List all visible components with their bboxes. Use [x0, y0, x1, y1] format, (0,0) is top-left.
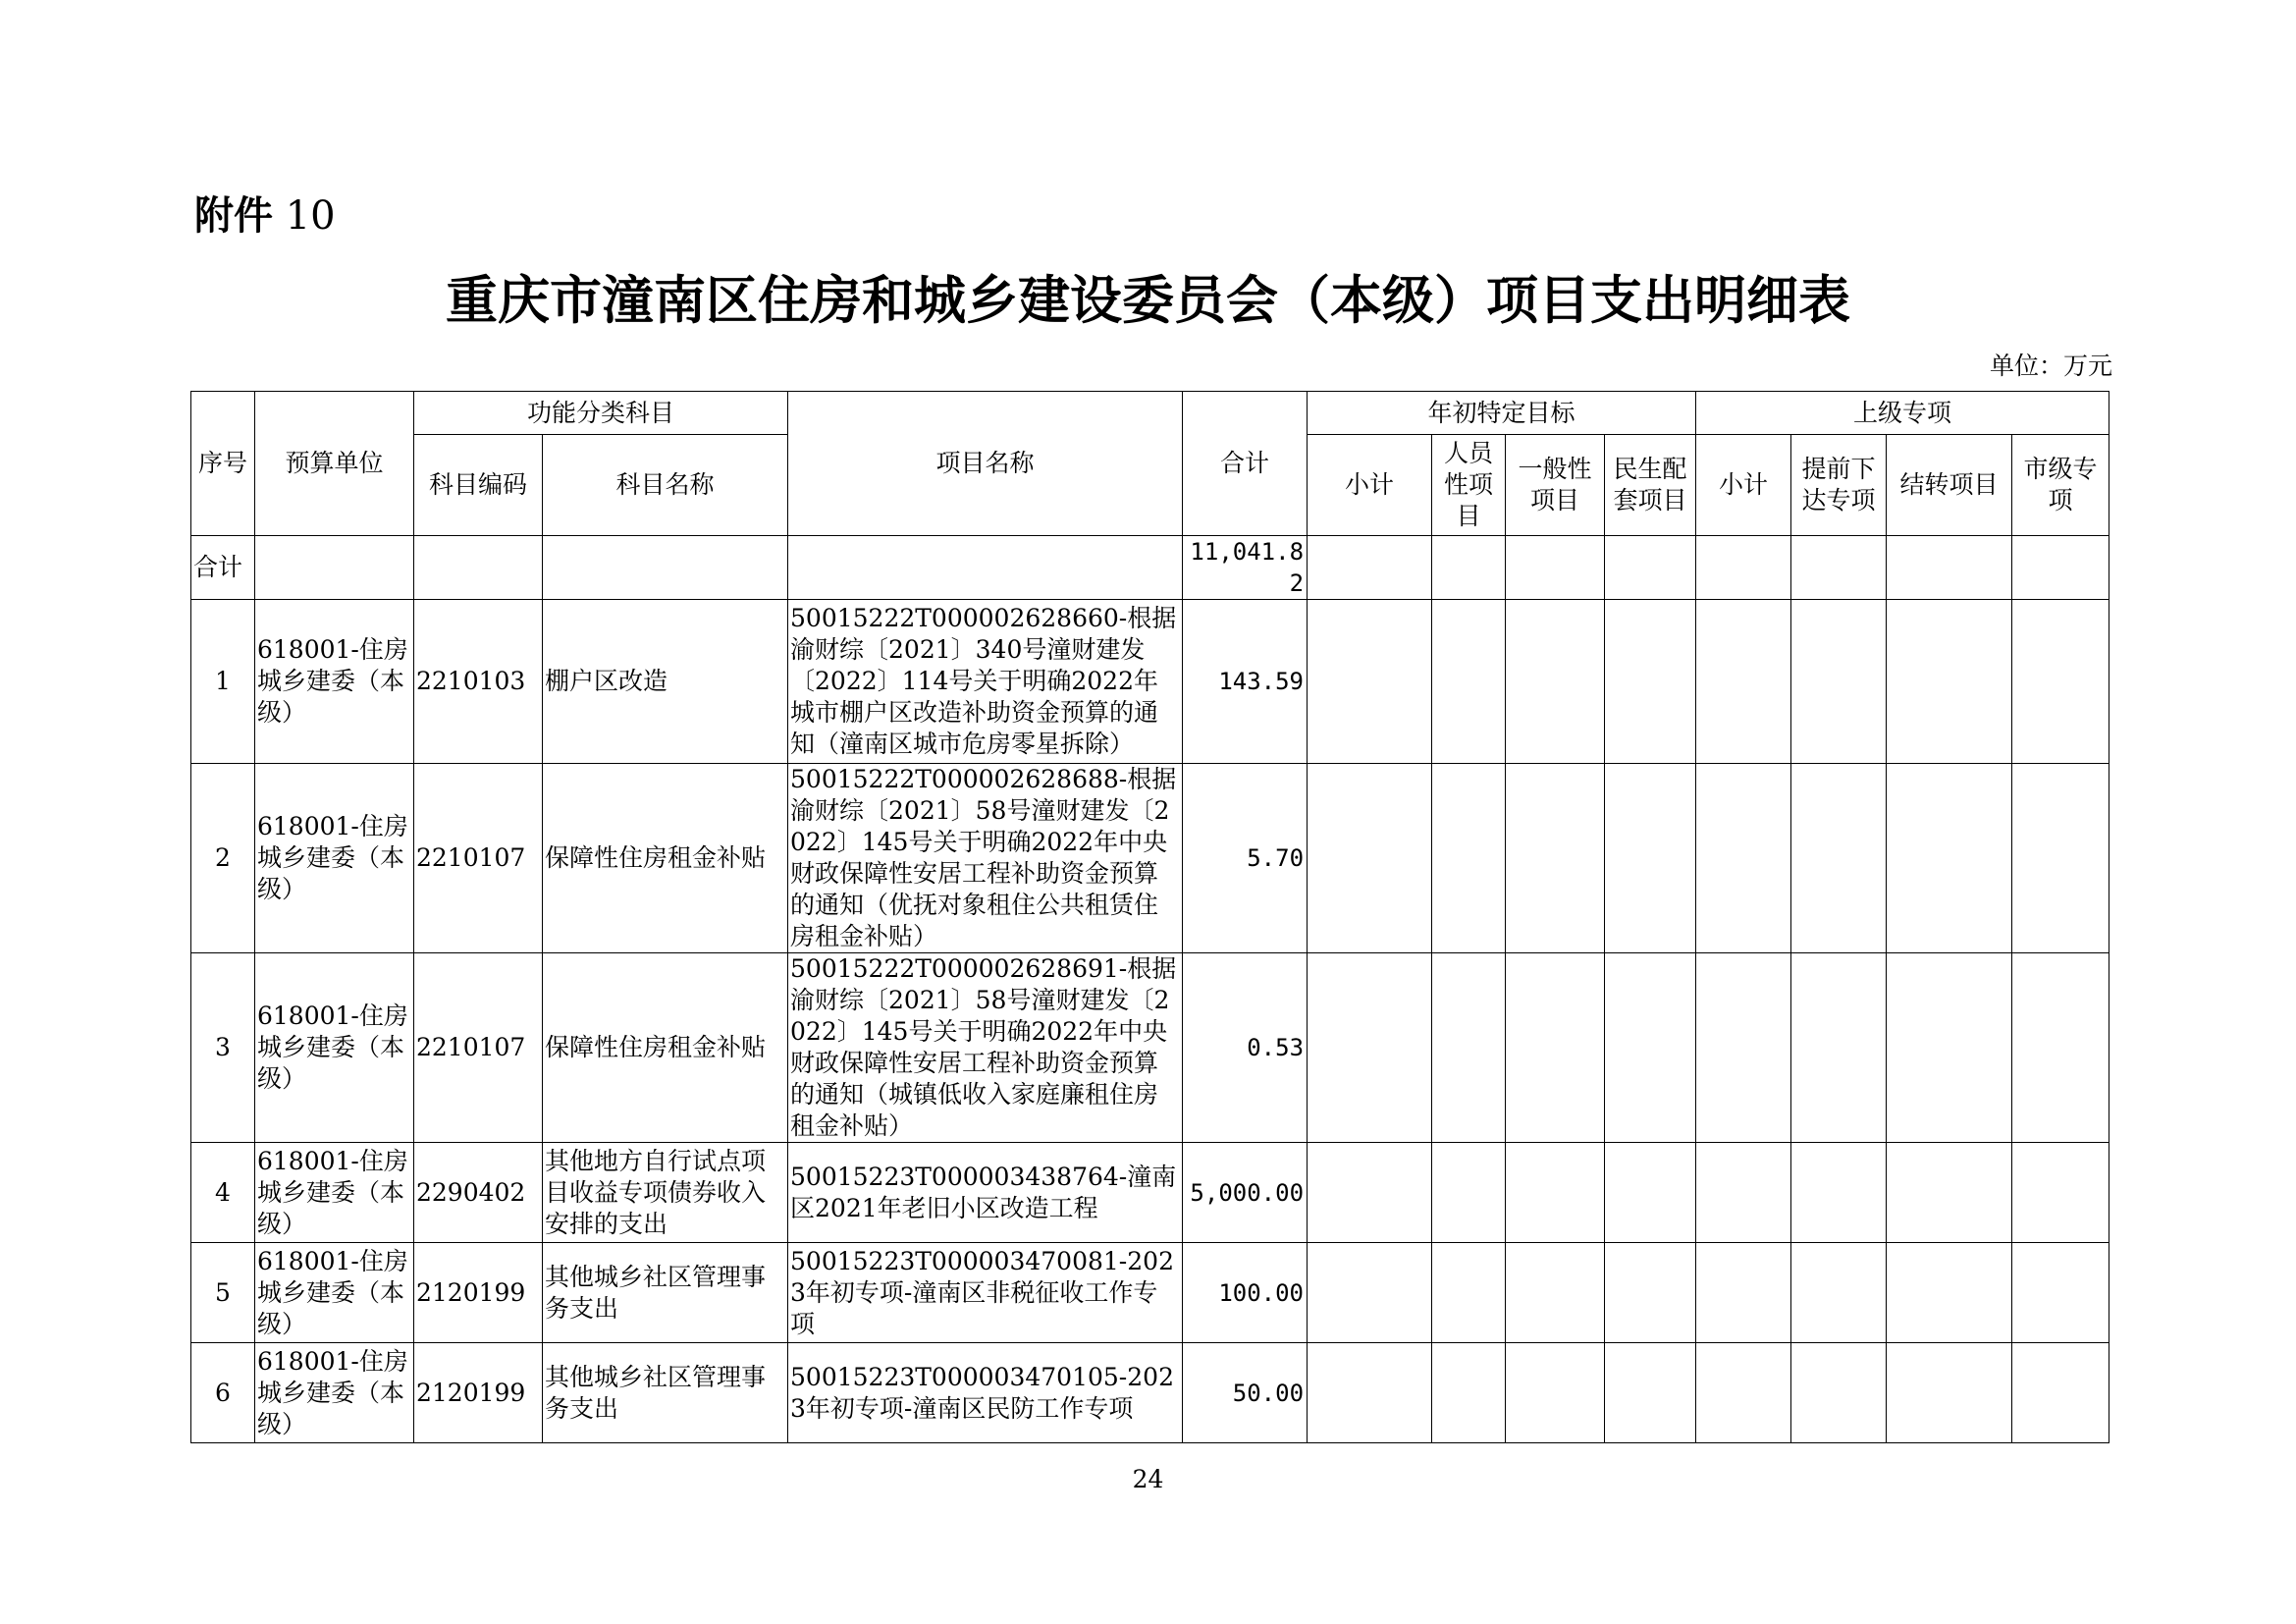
- row-seq: 5: [191, 1243, 255, 1343]
- row-budget-unit: 618001-住房城乡建委（本级）: [255, 953, 414, 1143]
- empty-cell: [1506, 600, 1605, 764]
- empty-cell: [1696, 536, 1791, 600]
- header-year-subtotal: 小计: [1308, 435, 1432, 536]
- empty-cell: [1432, 1143, 1506, 1243]
- empty-cell: [1432, 953, 1506, 1143]
- empty-cell: [1605, 1143, 1696, 1243]
- empty-cell: [1887, 536, 2012, 600]
- row-project-name: 50015222T000002628691-根据渝财综〔2021〕58号潼财建发〔2022〕145号关于明确2022年中央财政保障性安居工程补助资金预算的通知（城镇低收入家庭廉租住房租金补贴）: [788, 953, 1183, 1143]
- empty-cell: [1696, 600, 1791, 764]
- table-row: [191, 953, 2109, 1143]
- empty-cell: [1791, 536, 1887, 600]
- empty-cell: [1791, 600, 1887, 764]
- empty-cell: [1605, 1243, 1696, 1343]
- empty-cell: [1696, 1243, 1791, 1343]
- empty-cell: [1308, 953, 1432, 1143]
- empty-cell: [1308, 1243, 1432, 1343]
- header-superior-special: 上级专项: [1696, 392, 2109, 435]
- unit-label: 单位：万元: [1989, 352, 2112, 380]
- empty-cell: [255, 536, 414, 600]
- empty-cell: [1887, 953, 2012, 1143]
- row-subject-name: 其他城乡社区管理事务支出: [543, 1243, 788, 1343]
- row-budget-unit: 618001-住房城乡建委（本级）: [255, 1143, 414, 1243]
- empty-cell: [2012, 1243, 2109, 1343]
- empty-cell: [414, 536, 543, 600]
- empty-cell: [1696, 764, 1791, 953]
- empty-cell: [1506, 764, 1605, 953]
- empty-cell: [1605, 1343, 1696, 1443]
- empty-cell: [1506, 536, 1605, 600]
- table-row: [191, 1243, 2109, 1343]
- header-project-name: 项目名称: [788, 392, 1183, 536]
- row-amount: 50.00: [1183, 1343, 1308, 1443]
- empty-cell: [1308, 764, 1432, 953]
- row-seq: 3: [191, 953, 255, 1143]
- row-subject-name: 棚户区改造: [543, 600, 788, 764]
- row-subject-code: 2210107: [414, 953, 543, 1143]
- row-project-name: 50015223T000003438764-潼南区2021年老旧小区改造工程: [788, 1143, 1183, 1243]
- empty-cell: [1308, 536, 1432, 600]
- empty-cell: [2012, 1143, 2109, 1243]
- header-total: 合计: [1183, 392, 1308, 536]
- header-personnel-item: 人员性项目: [1432, 435, 1506, 536]
- row-seq: 4: [191, 1143, 255, 1243]
- header-general-item: 一般性项目: [1506, 435, 1605, 536]
- header-row-1: [191, 392, 2109, 435]
- total-row: [191, 536, 2109, 600]
- empty-cell: [1432, 1343, 1506, 1443]
- row-seq: 1: [191, 600, 255, 764]
- empty-cell: [1605, 764, 1696, 953]
- empty-cell: [1432, 764, 1506, 953]
- empty-cell: [1308, 1343, 1432, 1443]
- empty-cell: [1887, 1343, 2012, 1443]
- table-row: [191, 764, 2109, 953]
- empty-cell: [1605, 600, 1696, 764]
- header-sup-subtotal: 小计: [1696, 435, 1791, 536]
- row-subject-name: 其他地方自行试点项目收益专项债券收入安排的支出: [543, 1143, 788, 1243]
- table-row: [191, 1143, 2109, 1243]
- empty-cell: [788, 536, 1183, 600]
- empty-cell: [1791, 764, 1887, 953]
- row-subject-name: 保障性住房租金补贴: [543, 953, 788, 1143]
- header-subject-name: 科目名称: [543, 435, 788, 536]
- table-row: [191, 1343, 2109, 1443]
- empty-cell: [1696, 1143, 1791, 1243]
- empty-cell: [2012, 600, 2109, 764]
- row-project-name: 50015223T000003470081-2023年初专项-潼南区非税征收工作专项: [788, 1243, 1183, 1343]
- empty-cell: [1506, 1343, 1605, 1443]
- empty-cell: [1696, 1343, 1791, 1443]
- empty-cell: [1696, 953, 1791, 1143]
- row-budget-unit: 618001-住房城乡建委（本级）: [255, 1243, 414, 1343]
- empty-cell: [1791, 1343, 1887, 1443]
- empty-cell: [1506, 953, 1605, 1143]
- empty-cell: [2012, 764, 2109, 953]
- empty-cell: [1308, 1143, 1432, 1243]
- row-subject-code: 2120199: [414, 1243, 543, 1343]
- empty-cell: [1791, 953, 1887, 1143]
- row-amount: 143.59: [1183, 600, 1308, 764]
- row-subject-name: 保障性住房租金补贴: [543, 764, 788, 953]
- empty-cell: [1432, 1243, 1506, 1343]
- row-project-name: 50015222T000002628660-根据渝财综〔2021〕340号潼财建发〔2022〕114号关于明确2022年城市棚户区改造补助资金预算的通知（潼南区城市危房零星拆除）: [788, 600, 1183, 764]
- project-expenditure-table: [190, 391, 2109, 1443]
- row-amount: 100.00: [1183, 1243, 1308, 1343]
- empty-cell: [1887, 1143, 2012, 1243]
- row-project-name: 50015223T000003470105-2023年初专项-潼南区民防工作专项: [788, 1343, 1183, 1443]
- empty-cell: [543, 536, 788, 600]
- header-budget-unit: 预算单位: [255, 392, 414, 536]
- row-project-name: 50015222T000002628688-根据渝财综〔2021〕58号潼财建发〔2022〕145号关于明确2022年中央财政保障性安居工程补助资金预算的通知（优抚对象租住公共租赁住房租金补贴）: [788, 764, 1183, 953]
- empty-cell: [1791, 1143, 1887, 1243]
- header-advance-special: 提前下达专项: [1791, 435, 1887, 536]
- empty-cell: [1432, 600, 1506, 764]
- row-subject-code: 2120199: [414, 1343, 543, 1443]
- empty-cell: [2012, 1343, 2109, 1443]
- row-budget-unit: 618001-住房城乡建委（本级）: [255, 1343, 414, 1443]
- header-livelihood-item: 民生配套项目: [1605, 435, 1696, 536]
- empty-cell: [1506, 1143, 1605, 1243]
- empty-cell: [1506, 1243, 1605, 1343]
- empty-cell: [1432, 536, 1506, 600]
- row-subject-code: 2210103: [414, 600, 543, 764]
- header-subject-code: 科目编码: [414, 435, 543, 536]
- row-amount: 5,000.00: [1183, 1143, 1308, 1243]
- total-label: 合计: [191, 536, 255, 600]
- attachment-number: 10: [285, 193, 336, 239]
- empty-cell: [1605, 953, 1696, 1143]
- empty-cell: [2012, 953, 2109, 1143]
- header-func-class: 功能分类科目: [414, 392, 788, 435]
- attachment-label: [194, 193, 336, 239]
- attachment-text: 附件: [194, 193, 273, 239]
- row-seq: 6: [191, 1343, 255, 1443]
- empty-cell: [1887, 600, 2012, 764]
- row-subject-name: 其他城乡社区管理事务支出: [543, 1343, 788, 1443]
- page-title: 重庆市潼南区住房和城乡建设委员会（本级）项目支出明细表: [446, 271, 1850, 331]
- row-budget-unit: 618001-住房城乡建委（本级）: [255, 764, 414, 953]
- empty-cell: [1308, 600, 1432, 764]
- header-city-special: 市级专项: [2012, 435, 2109, 536]
- row-amount: 5.70: [1183, 764, 1308, 953]
- row-subject-code: 2290402: [414, 1143, 543, 1243]
- empty-cell: [2012, 536, 2109, 600]
- empty-cell: [1791, 1243, 1887, 1343]
- total-amount: 11,041.82: [1183, 536, 1308, 600]
- row-seq: 2: [191, 764, 255, 953]
- header-year-target: 年初特定目标: [1308, 392, 1696, 435]
- row-amount: 0.53: [1183, 953, 1308, 1143]
- header-carryover-item: 结转项目: [1887, 435, 2012, 536]
- page-number: 24: [1132, 1465, 1164, 1493]
- row-budget-unit: 618001-住房城乡建委（本级）: [255, 600, 414, 764]
- row-subject-code: 2210107: [414, 764, 543, 953]
- empty-cell: [1887, 1243, 2012, 1343]
- empty-cell: [1605, 536, 1696, 600]
- empty-cell: [1887, 764, 2012, 953]
- table-row: [191, 600, 2109, 764]
- header-seq: 序号: [191, 392, 255, 536]
